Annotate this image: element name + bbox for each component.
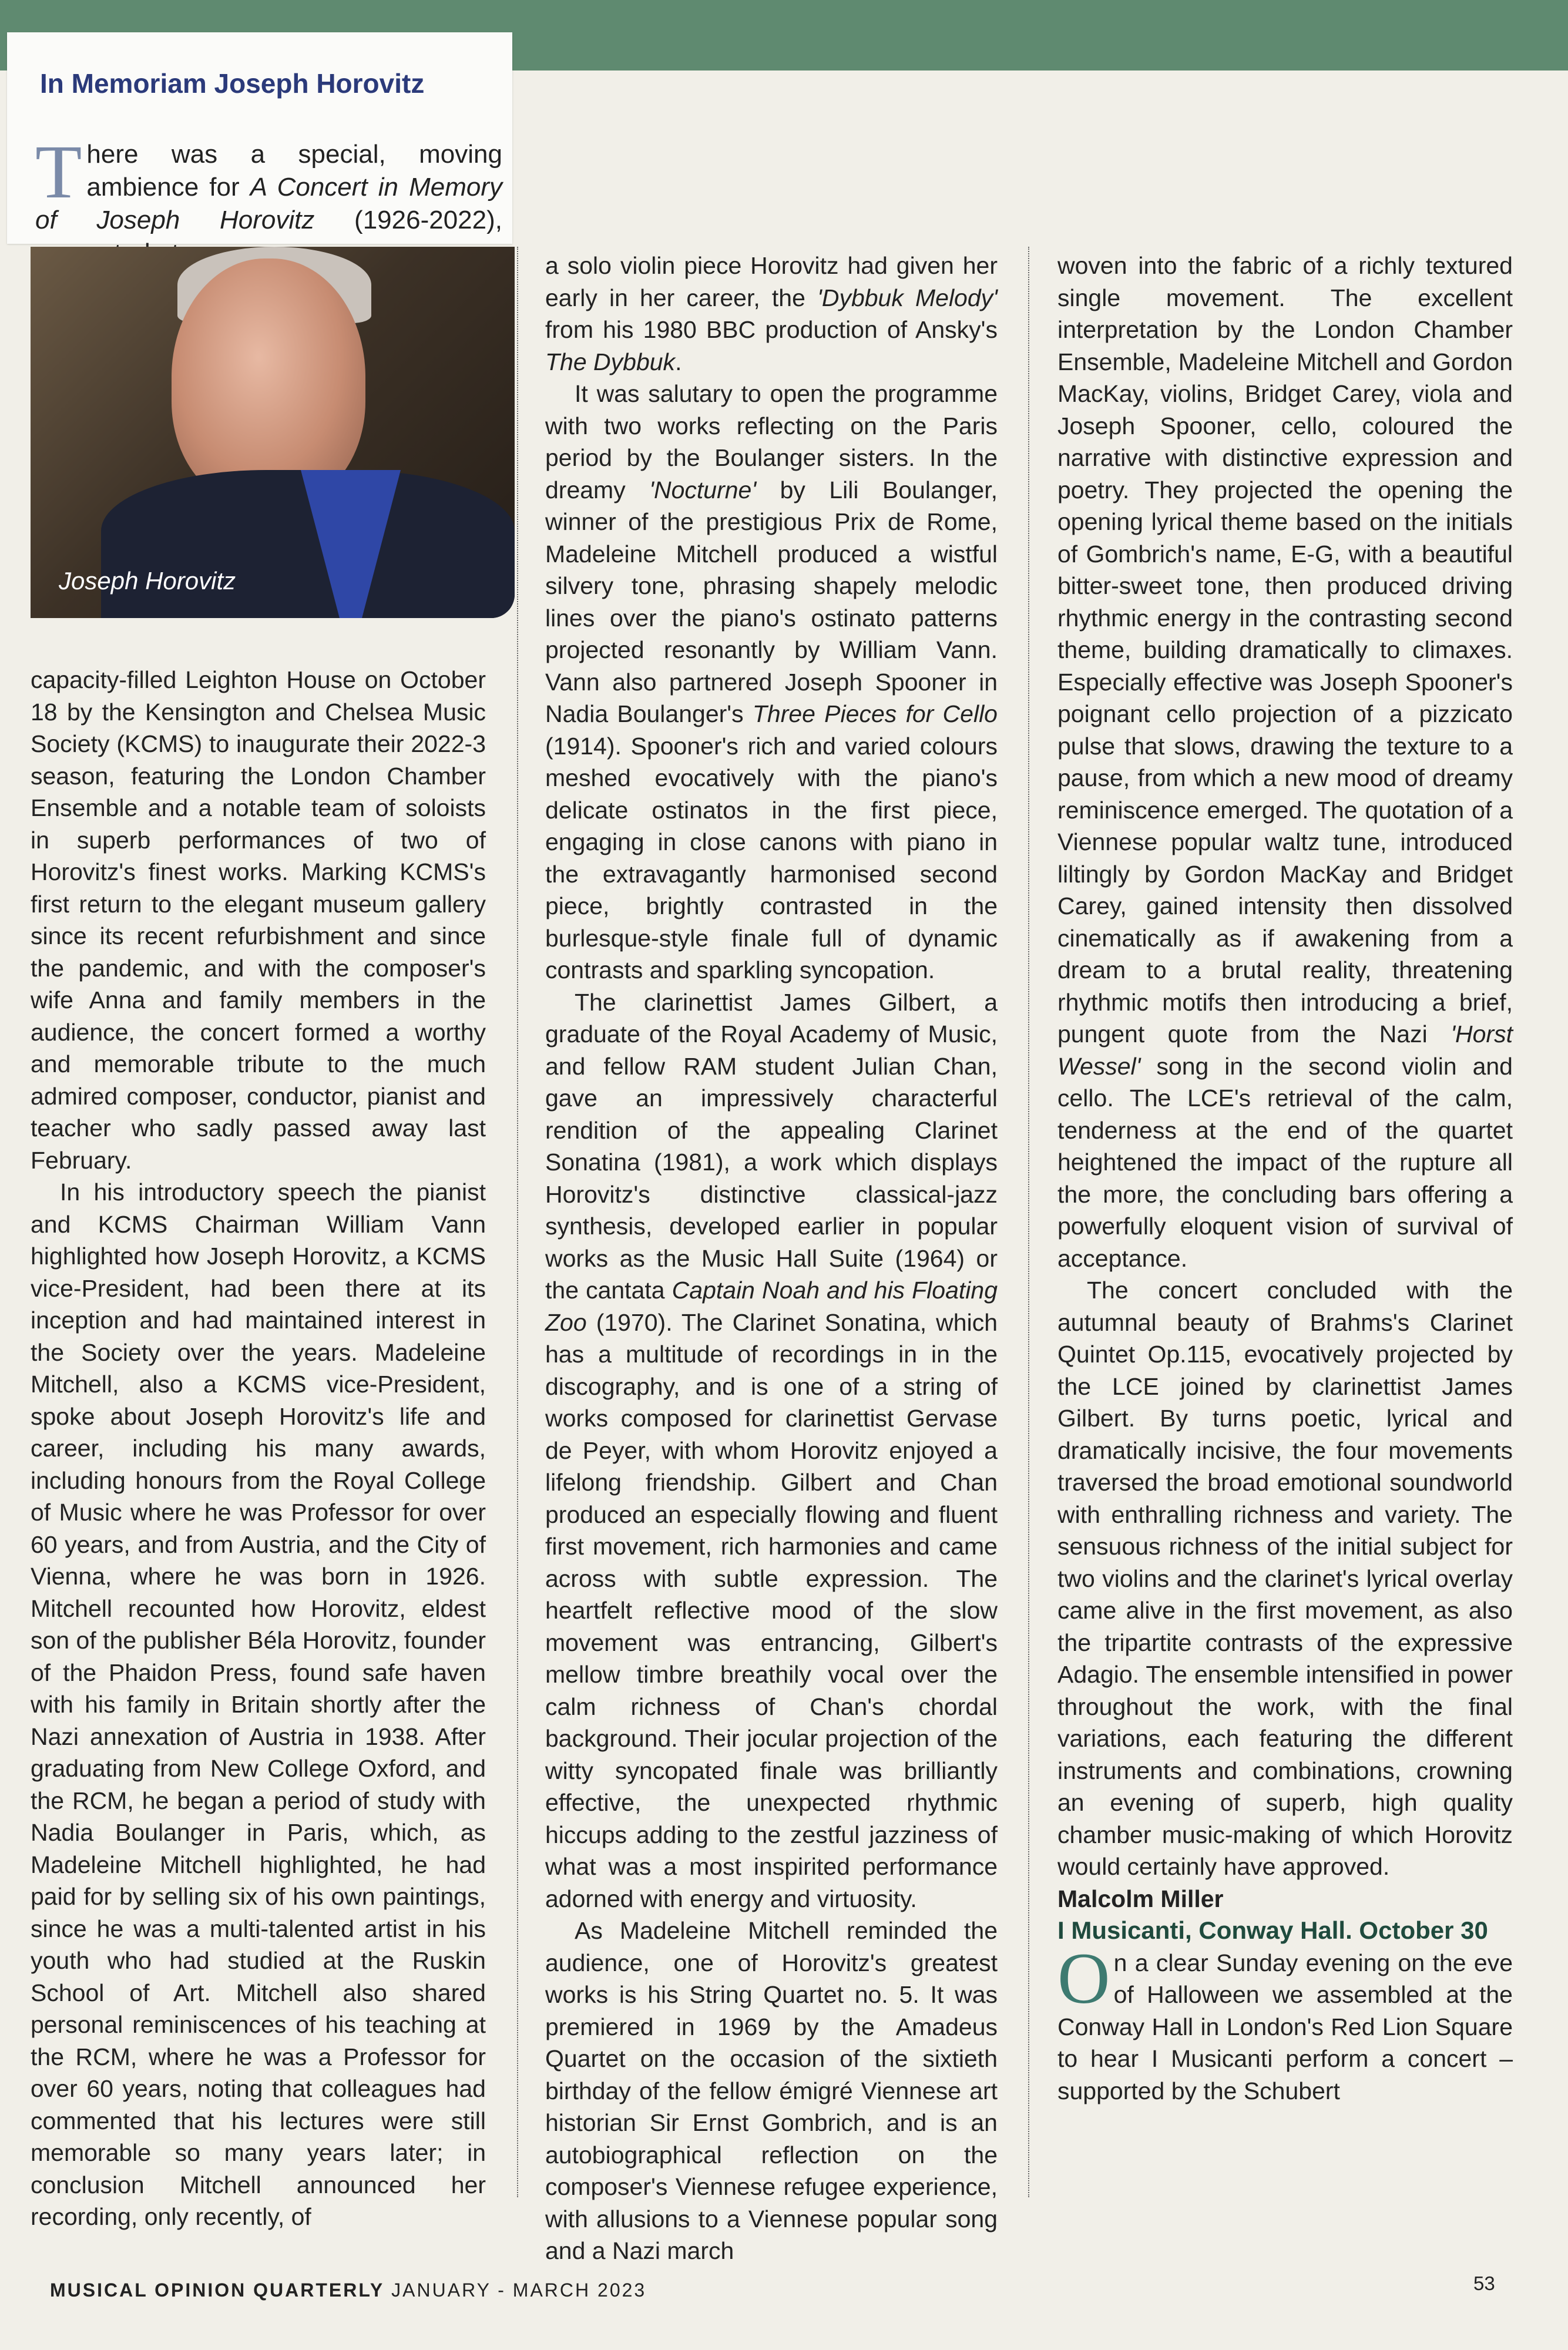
paragraph: a solo violin piece Horovitz had given her early in her career, the 'Dybbuk Melody' from his 1980 BBC production of Ansky's The Dybbuk. bbox=[545, 252, 998, 375]
paragraph: The clarinettist James Gilbert, a graduate of the Royal Academy of Music, and fellow RAM student Julian Chan, gave an impressively characterful rendition of the appealing Clarinet Sonatina (1981), a work which displays Horovitz's distinctive classical-jazz synthesis, developed earlier in popular works as the Music Hall Suite (1964) or the cantata Captain Noah and his Floating Zoo (1970). The Clarinet Sonatina, which has a multitude of recordings in in the discography, and is one of a string of works composed for clarinettist Gervase de Peyer, with whom Horovitz enjoyed a lifelong friendship. Gilbert and Chan produced an especially flowing and fluent first movement, rich harmonies and came across with subtle expression. The heartfelt reflective mood of the slow movement was entrancing, Gilbert's mellow timbre breathily vocal over the calm richness of Chan's chordal background. Their jocular projection of the witty syncopated finale was brilliantly effective, the unexpected rhythmic hiccups adding to the zestful jazziness of what was a most inspirited performance adorned with energy and virtuosity. bbox=[545, 988, 998, 1912]
drop-cap: T bbox=[35, 130, 82, 214]
paragraph: On a clear Sunday evening on the eve of Halloween we assembled at the Conway Hall in London's Red Lion Square to hear I Musicanti perform a concert – supported by the Schubert bbox=[1057, 1938, 1513, 2104]
issue-date: JANUARY - MARCH 2023 bbox=[391, 2280, 647, 2301]
column-3 bbox=[1057, 250, 1513, 2107]
paragraph: woven into the fabric of a richly textured single movement. The excellent interpretation by the London Chamber Ensemble, Madeleine Mitchell and Gordon MacKay, violins, Bridget Carey, viola and Joseph Spooner, cello, coloured the narrative with distinctive expression and poetry. They projected the opening the opening lyrical theme based on the initials of Gombrich's name, E-G, with a beautiful bitter-sweet tone, then produced driving rhythmic energy in the contrasting second theme, building dramatically to climaxes. Especially effective was Joseph Spooner's poignant cello projection of a pizzicato pulse that slows, drawing the texture to a pause, from which a new mood of dreamy reminiscence emerged. The quotation of a Viennese popular waltz tune, introduced liltingly by Gordon MacKay and Bridget Carey, gained intensity then dissolved cinematically as if awakening from a dream to a brutal reality, threatening rhythmic motifs then introducing a brief, pungent quote from the Nazi 'Horst Wessel' song in the second violin and cello. The LCE's retrieval of the calm, tenderness at the end of the quartet heightened the impact of the rupture all the more, the concluding bars offering a powerfully eloquent vision of survival of acceptance. bbox=[1057, 252, 1513, 1272]
drop-cap: O bbox=[1057, 1938, 1110, 2019]
author-signature: Malcolm Miller bbox=[1057, 1885, 1224, 1912]
concert-title: A Concert in Memory of Joseph Horovitz bbox=[35, 173, 502, 234]
paragraph: capacity-filled Leighton House on October 18 by the Kensington and Chelsea Music Society (KCMS) to inaugurate their 2022-3 season, featuring the London Chamber Ensemble and a notable team of soloists in superb performances of two of Horovitz's finest works. Marking KCMS's first return to the elegant museum gallery since its recent refurbishment and since the pandemic, and with the composer's wife Anna and family members in the audience, the concert formed a worthy and memorable tribute to the much admired composer, conductor, pianist and teacher who sadly passed away last February. bbox=[31, 666, 486, 1174]
page-footer bbox=[50, 2280, 646, 2301]
column-1 bbox=[31, 664, 486, 2233]
paragraph: In his introductory speech the pianist and KCMS Chairman William Vann highlighted how Joseph Horovitz, a KCMS vice-President, had been there at its inception and had maintained interest in the Society over the years. Madeleine Mitchell, also a KCMS vice-President, spoke about Joseph Horovitz's life and career, including his many awards, including honours from the Royal College of Music where he was Professor for over 60 years, and from Austria, and the City of Vienna, where he was born in 1926. Mitchell recounted how Horovitz, eldest son of the publisher Béla Horovitz, founder of the Phaidon Press, found safe haven with his family in Britain shortly after the Nazi annexation of Austria in 1938. After graduating from New College Oxford, and the RCM, he began a period of study with Nadia Boulanger in Paris, which, as Madeleine Mitchell highlighted, he had paid for by selling six of his own paintings, since he was a multi-talented artist in his youth who had studied at the Ruskin School of Art. Mitchell also shared personal reminiscences of his teaching at the RCM, where he was a Professor for over 60 years, noting that colleagues had commented that his lectures were still memorable so many years later; in conclusion Mitchell announced her recording, only recently, of bbox=[31, 1179, 486, 2230]
intro-text: here was a special, moving ambience for bbox=[86, 140, 502, 202]
photo-caption: Joseph Horovitz bbox=[59, 567, 236, 595]
section-title: I Musicanti, Conway Hall. October 30 bbox=[1057, 1916, 1488, 1944]
paragraph: As Madeleine Mitchell reminded the audience, one of Horovitz's greatest works is his String Quartet no. 5. It was premiered in 1969 by the Amadeus Quartet on the occasion of the sixtieth birthday of the fellow émigré Viennese art historian Sir Ernst Gombrich, and is an autobiographical reflection on the composer's Viennese refugee experience, with allusions to a Viennese popular song and a Nazi march bbox=[545, 1917, 998, 2264]
column-divider bbox=[517, 247, 518, 2197]
page-number: 53 bbox=[1473, 2272, 1495, 2294]
portrait-photo bbox=[31, 247, 515, 618]
column-2 bbox=[545, 250, 998, 2267]
intro-text-end: (1926-2022), bbox=[354, 206, 503, 234]
paragraph: The concert concluded with the autumnal beauty of Brahms's Clarinet Quintet Op.115, evocatively projected by the LCE joined by clarinettist James Gilbert. By turns poetic, lyrical and dramatically incisive, the four movements traversed the broad emotional soundworld with enthralling richness and variety. The sensuous richness of the initial subject for two violins and the clarinet's lyrical overlay came alive in the first movement, as also the tripartite contrasts of the expressive Adagio. The ensemble intensified in power throughout the work, with the final variations, each featuring the different instruments and combinations, crowning an evening of superb, high quality chamber music-making of which Horovitz would certainly have approved. bbox=[1057, 1277, 1513, 1880]
article-title: In Memoriam Joseph Horovitz bbox=[40, 68, 425, 99]
paragraph: It was salutary to open the programme with two works reflecting on the Paris period by the Boulanger sisters. In the dreamy 'Nocturne' by Lili Boulanger, winner of the prestigious Prix de Rome, Madeleine Mitchell produced a wistful silvery tone, phrasing shapely melodic lines over the piano's ostinato patterns projected resonantly by William Vann. Vann also partnered Joseph Spooner in Nadia Boulanger's Three Pieces for Cello (1914). Spooner's rich and varied colours meshed evocatively with the piano's delicate ostinatos in the first piece, engaging in close canons with piano in the extravagantly harmonised second piece, brightly contrasted in the burlesque-style finale full of dynamic contrasts and sparkling syncopation. bbox=[545, 380, 998, 983]
column-divider bbox=[1028, 247, 1029, 2197]
magazine-name: MUSICAL OPINION QUARTERLY bbox=[50, 2280, 385, 2301]
photo-face bbox=[172, 258, 365, 505]
